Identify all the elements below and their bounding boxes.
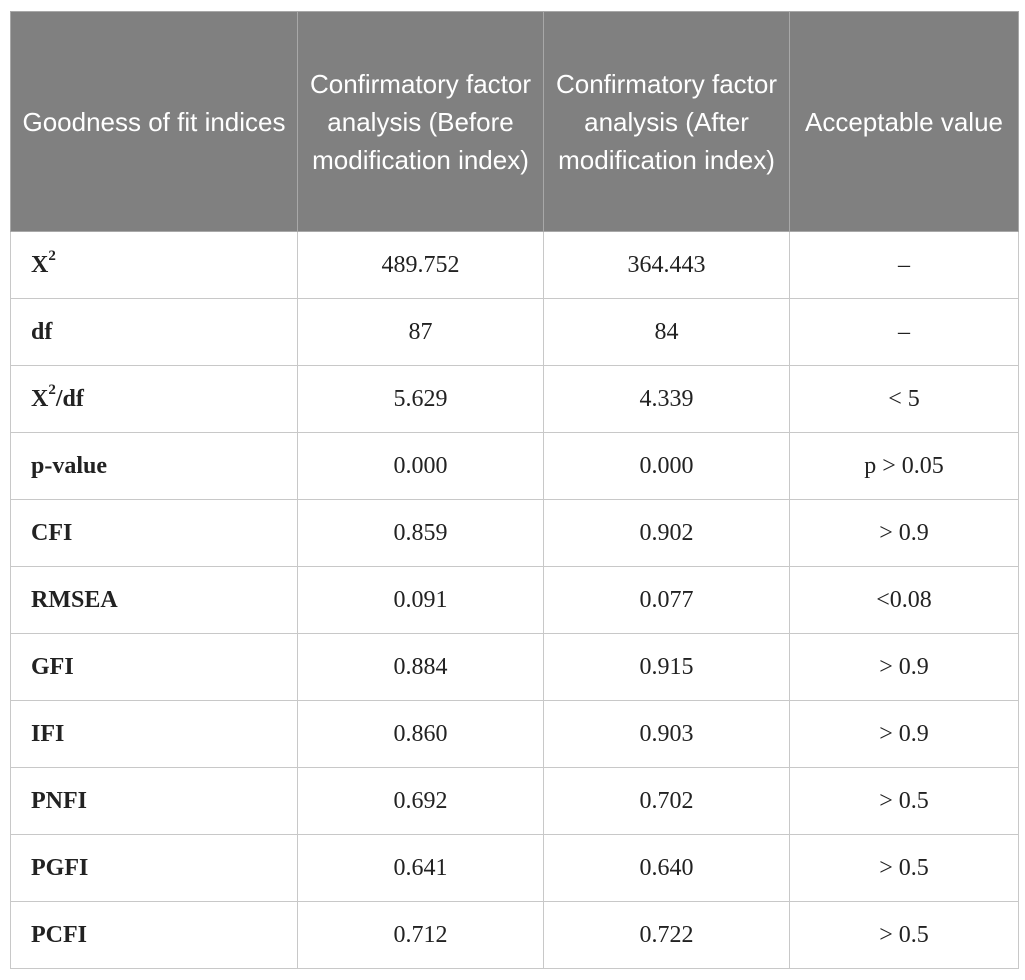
table-row: [11, 835, 1019, 902]
after-value-cell: 0.915: [544, 634, 790, 701]
before-value-cell: 0.000: [298, 433, 544, 500]
row-label: [11, 768, 298, 835]
table-row: [11, 567, 1019, 634]
table-row: [11, 433, 1019, 500]
acceptable-value-cell: < 5: [790, 366, 1019, 433]
header-goodness-of-fit: Goodness of fit indices: [11, 12, 298, 232]
after-value-cell: 0.702: [544, 768, 790, 835]
acceptable-value-cell: > 0.9: [790, 500, 1019, 567]
table-row: [11, 299, 1019, 366]
table-row: [11, 366, 1019, 433]
row-label: [11, 299, 298, 366]
table-body: [11, 232, 1019, 969]
before-value-cell: 87: [298, 299, 544, 366]
row-label-superscript: 2: [48, 247, 56, 264]
table-header: [11, 12, 1019, 232]
after-value-cell: 0.077: [544, 567, 790, 634]
after-value-cell: 0.722: [544, 902, 790, 969]
before-value-cell: 5.629: [298, 366, 544, 433]
after-value-cell: 364.443: [544, 232, 790, 299]
acceptable-value-cell: > 0.9: [790, 701, 1019, 768]
table-row: [11, 232, 1019, 299]
acceptable-value-cell: <0.08: [790, 567, 1019, 634]
row-label-suffix: /df: [55, 385, 84, 412]
row-label: [11, 500, 298, 567]
row-label-text: X: [31, 385, 49, 412]
header-after-modification: Confirmatory factor analysis (After modification index): [544, 12, 790, 232]
header-acceptable-value: Acceptable value: [790, 12, 1019, 232]
before-value-cell: 0.860: [298, 701, 544, 768]
before-value-cell: 0.712: [298, 902, 544, 969]
header-before-modification: Confirmatory factor analysis (Before modification index): [298, 12, 544, 232]
acceptable-value-cell: –: [790, 232, 1019, 299]
before-value-cell: 0.884: [298, 634, 544, 701]
acceptable-value-cell: –: [790, 299, 1019, 366]
row-label: [11, 232, 298, 299]
after-value-cell: 4.339: [544, 366, 790, 433]
row-label: [11, 835, 298, 902]
before-value-cell: 0.641: [298, 835, 544, 902]
row-label-text: X: [31, 251, 49, 278]
table-row: [11, 701, 1019, 768]
before-value-cell: 0.692: [298, 768, 544, 835]
row-label-text: CFI: [31, 519, 73, 546]
acceptable-value-cell: > 0.5: [790, 835, 1019, 902]
row-label: [11, 567, 298, 634]
row-label: [11, 366, 298, 433]
table-row: [11, 902, 1019, 969]
after-value-cell: 0.000: [544, 433, 790, 500]
before-value-cell: 0.859: [298, 500, 544, 567]
after-value-cell: 0.902: [544, 500, 790, 567]
row-label-text: IFI: [31, 720, 65, 747]
row-label-text: GFI: [31, 653, 74, 680]
row-label: [11, 634, 298, 701]
acceptable-value-cell: > 0.5: [790, 768, 1019, 835]
row-label: [11, 433, 298, 500]
row-label: [11, 902, 298, 969]
after-value-cell: 84: [544, 299, 790, 366]
header-row: [11, 12, 1019, 232]
row-label-superscript: 2: [48, 381, 56, 398]
acceptable-value-cell: > 0.5: [790, 902, 1019, 969]
after-value-cell: 0.640: [544, 835, 790, 902]
row-label-text: PGFI: [31, 854, 89, 881]
row-label-text: df: [31, 318, 53, 345]
table-row: [11, 634, 1019, 701]
before-value-cell: 489.752: [298, 232, 544, 299]
acceptable-value-cell: > 0.9: [790, 634, 1019, 701]
row-label-text: RMSEA: [31, 586, 118, 613]
after-value-cell: 0.903: [544, 701, 790, 768]
acceptable-value-cell: p > 0.05: [790, 433, 1019, 500]
row-label-text: PNFI: [31, 787, 87, 814]
row-label-text: p-value: [31, 452, 108, 479]
row-label: [11, 701, 298, 768]
row-label-text: PCFI: [31, 921, 87, 948]
table-row: [11, 768, 1019, 835]
table-row: [11, 500, 1019, 567]
before-value-cell: 0.091: [298, 567, 544, 634]
fit-indices-table: [10, 11, 1019, 969]
